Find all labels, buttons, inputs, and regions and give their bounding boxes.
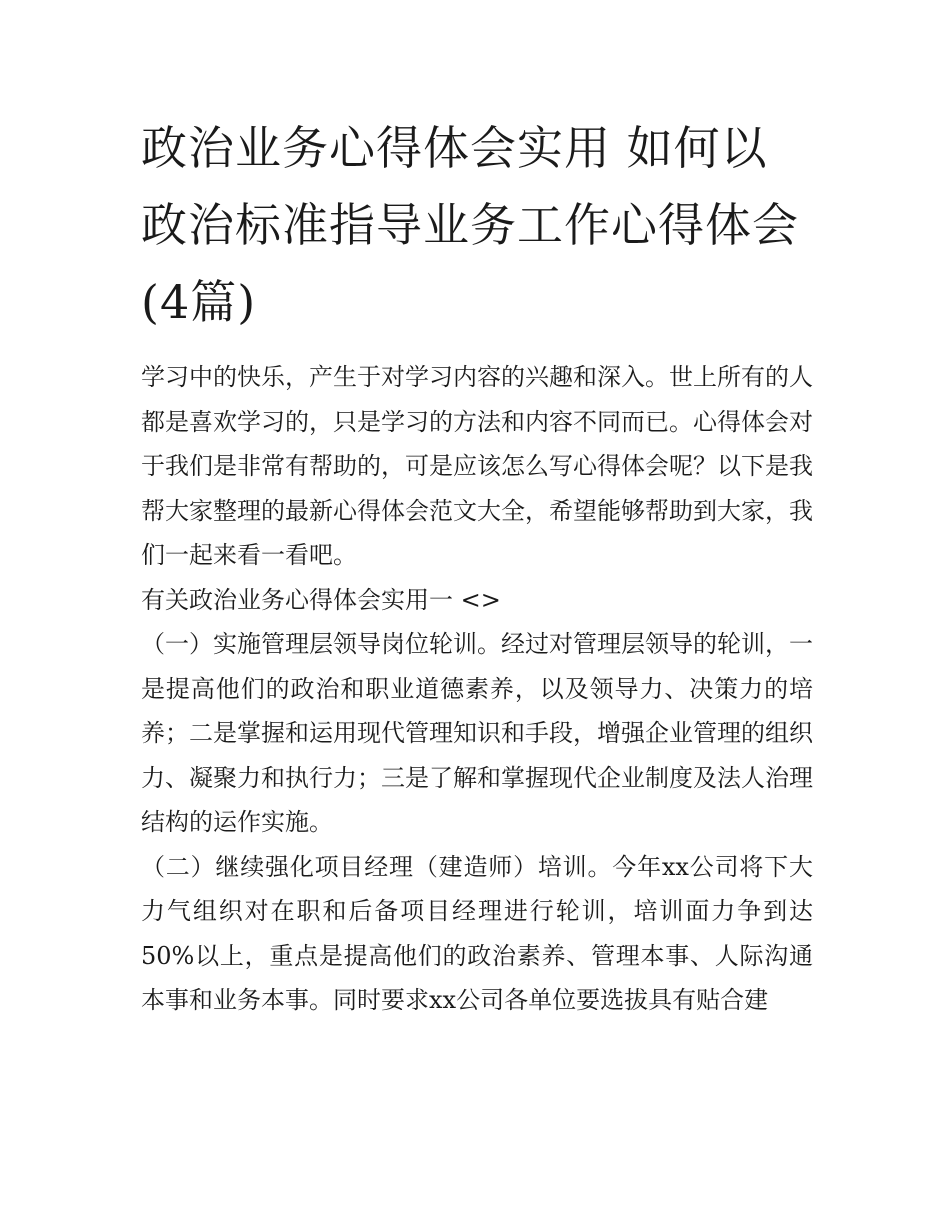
paragraph-section-heading: 有关政治业务心得体会实用一 <>: [141, 585, 501, 614]
document-body: [141, 110, 813, 1023]
document-title: 政治业务心得体会实用 如何以政治标准指导业务工作心得体会(4篇): [141, 121, 799, 329]
paragraph-item-1: （一）实施管理层领导岗位轮训。经过对管理层领导的轮训，一是提高他们的政治和职业道德素养，以及领导力、决策力的培养；二是掌握和运用现代管理知识和手段，增强企业管理的组织力、凝聚力和执行力；三是了解和掌握现代企业制度及法人治理结构的运作实施。: [141, 630, 813, 836]
paragraph-intro: 学习中的快乐，产生于对学习内容的兴趣和深入。世上所有的人都是喜欢学习的，只是学习的方法和内容不同而已。心得体会对于我们是非常有帮助的，可是应该怎么写心得体会呢？以下是我帮大家整理的最新心得体会范文大全，希望能够帮助到大家，我们一起来看一看吧。: [141, 363, 813, 569]
paragraph-item-2: （二）继续强化项目经理（建造师）培训。今年xx公司将下大力气组织对在职和后备项目经理进行轮训，培训面力争到达50%以上，重点是提高他们的政治素养、管理本事、人际沟通本事和业务本事。同时要求xx公司各单位要选拔具有贴合建: [141, 852, 813, 1014]
